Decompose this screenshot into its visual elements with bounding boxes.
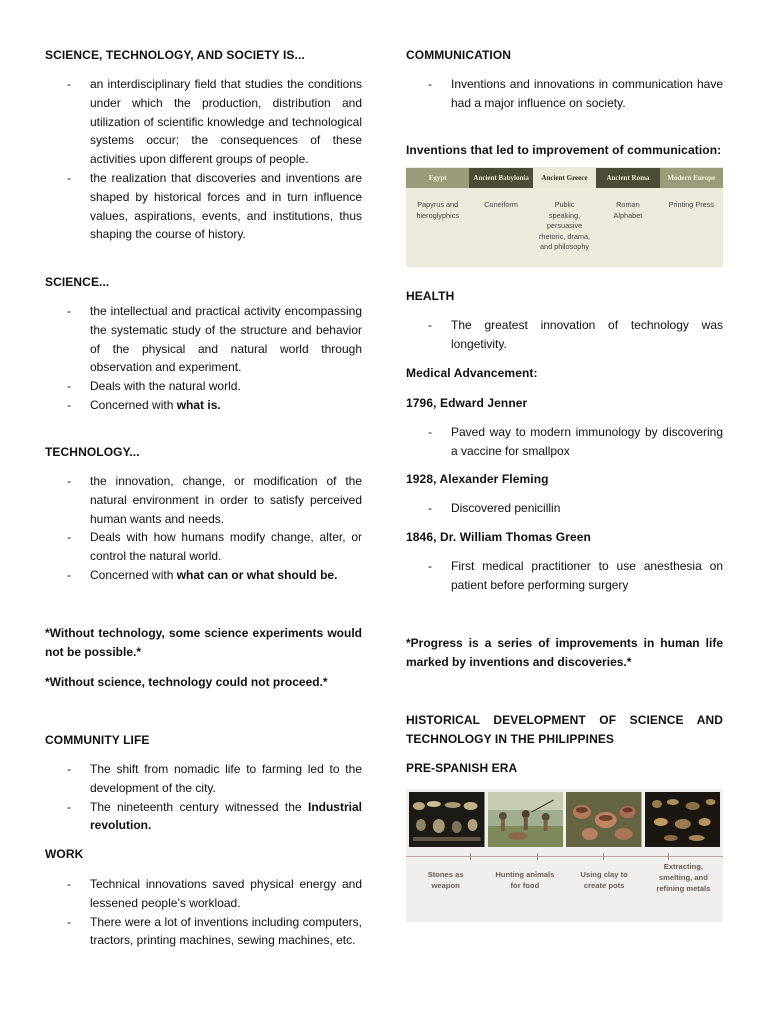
jenner-heading: 1796, Edward Jenner [406,396,528,410]
list-item: - First medical practitioner to use anesthesia on patient before performing surgery [428,559,723,592]
fleming-list [406,499,723,518]
prespanish-heading: PRE-SPANISH ERA [406,761,518,775]
list-item: - Technical innovations saved physical energy and lessened people’s workload. [67,877,362,910]
timeline-tick [537,853,538,860]
list-item: - Concerned with what is. [67,397,221,412]
communication-heading: COMMUNICATION [406,48,512,62]
comm-header-egypt: Egypt [406,168,469,188]
caption-metals: Extracting, smelting, and refining metals [656,862,711,893]
note-without-technology: *Without technology, some science experiments would not be possible.* [45,626,362,659]
progress-note: *Progress is a series of improvements in human life marked by inventions and discoveries.* [406,636,723,669]
health-heading: HEALTH [406,289,455,303]
timeline-line [406,856,723,857]
communication-list [406,75,723,113]
list-item: - The nineteenth century witnessed the Industrial revolution. [67,799,362,833]
historical-heading: HISTORICAL DEVELOPMENT OF SCIENCE AND TECHNOLOGY IN THE PHILIPPINES [406,713,723,746]
pre-spanish-era-timeline-image [406,789,723,922]
jenner-list [406,423,723,461]
list-item: - Paved way to modern immunology by discovering a vaccine for smallpox [428,425,723,458]
comm-cell: Cuneiform [484,200,518,209]
list-item: - the intellectual and practical activity encompassing the systematic study of the structure and behavior of the physical and natural world through observation and experiment. [67,304,362,375]
caption-clay: Using clay to create pots [580,870,628,890]
work-list [45,875,362,950]
medical-heading: Medical Advancement: [406,366,538,380]
list-item: - The shift from nomadic life to farming led to the development of the city. [67,762,362,795]
timeline-tick [603,853,604,860]
timeline-captions [406,862,723,894]
fleming-heading: 1928, Alexander Fleming [406,472,549,486]
comm-table-row [406,200,723,253]
community-heading: COMMUNITY LIFE [45,733,150,747]
hunting-scene-photo [488,792,564,847]
list-item: - Deals with how humans modify change, alter, or control the natural world. [67,530,362,564]
comm-table-header-row [406,168,723,188]
comm-cell: Papyrus and hieroglyphics [416,200,459,220]
green-heading: 1846, Dr. William Thomas Green [406,530,591,544]
stone-weapons-photo [409,792,485,847]
timeline-tick [668,853,669,860]
technology-list [45,472,362,585]
note-without-science: *Without science, technology could not proceed.* [45,675,328,689]
list-item: - the innovation, change, or modification of the natural environment in order to satisfy perceived human wants and needs. [67,474,362,526]
list-item: - Discovered penicillin [428,501,561,515]
timeline-tick [470,853,471,860]
photo-strip [406,789,723,847]
comm-header-europe: Modern Europe [660,168,723,188]
science-list [45,302,362,415]
comm-cell: Roman Alphabet [613,200,643,220]
caption-hunting: Hunting animals for food [495,870,555,890]
science-heading: SCIENCE... [45,275,110,289]
communication-inventions-table-image [406,167,723,267]
technology-heading: TECHNOLOGY... [45,445,140,459]
list-item: - The greatest innovation of technology was longetivity. [428,318,723,351]
list-item: - an interdisciplinary field that studies the conditions under which the production, distribution and utilization of scientific knowledge and technological systems occur; the consequences of these activities upon different groups of people. [67,77,362,167]
green-list [406,557,723,595]
comm-header-babylonia: Ancient Babylonia [469,168,532,188]
health-list [406,316,723,354]
work-heading: WORK [45,847,84,861]
inventions-heading: Inventions that led to improvement of communication: [406,143,722,157]
comm-header-greece: Ancient Greece [533,168,596,188]
comm-header-roma: Ancient Roma [596,168,659,188]
sts-heading: SCIENCE, TECHNOLOGY, AND SOCIETY IS... [45,48,305,62]
sts-list [45,75,362,244]
metal-artifacts-photo [645,792,721,847]
list-item: - Inventions and innovations in communication have had a major influence on society. [428,77,723,110]
clay-pots-photo [566,792,642,847]
caption-stones: Stones as weapon [427,870,464,890]
list-item: - the realization that discoveries and inventions are shaped by historical forces and in turn influence values, aspirations, events, and institutions, thus shaping the course of history. [67,170,362,242]
community-list [45,760,362,835]
comm-cell: Printing Press [668,200,715,209]
list-item: - Deals with the natural world. [67,379,241,394]
comm-cell: Public speaking, persuasive rhetoric, drama, and philosophy [538,200,591,251]
list-item: - Concerned with what can or what should be. [67,567,338,582]
list-item: - There were a lot of inventions including computers, tractors, printing machines, sewing machines, etc. [67,914,362,948]
